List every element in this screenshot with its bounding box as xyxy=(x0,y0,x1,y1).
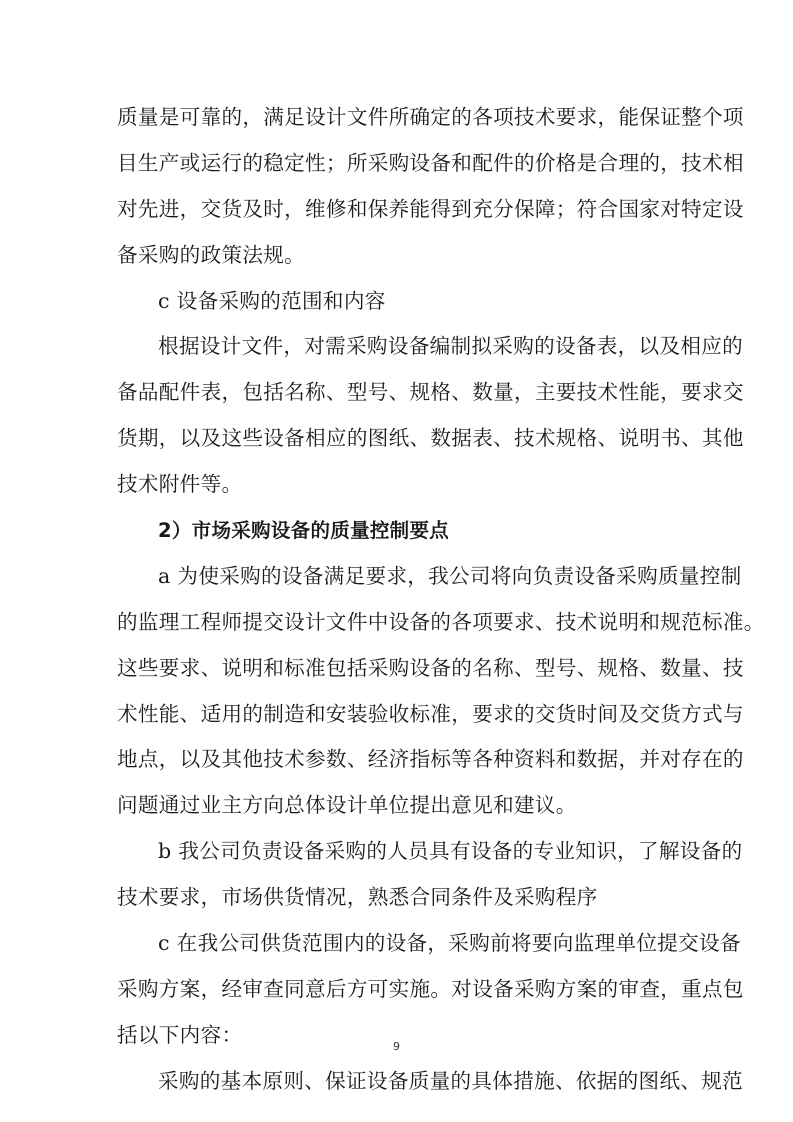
page-number: 9 xyxy=(393,1040,400,1053)
paragraph-line: 对先进，交货及时，维修和保养能得到充分保障；符合国家对特定设 xyxy=(117,196,744,221)
paragraph-line: 根据设计文件，对需采购设备编制拟采购的设备表，以及相应的 xyxy=(158,334,744,359)
paragraph-line: c 在我公司供货范围内的设备，采购前将要向监理单位提交设备 xyxy=(158,931,741,956)
body-text xyxy=(117,95,765,1105)
paragraph-line: 备采购的政策法规。 xyxy=(117,242,306,267)
paragraph-line: 技术附件等。 xyxy=(117,472,243,497)
paragraph-line: 问题通过业主方向总体设计单位提出意见和建议。 xyxy=(117,793,577,818)
paragraph-line: 目生产或运行的稳定性；所采购设备和配件的价格是合理的，技术相 xyxy=(117,150,744,175)
paragraph-line: 质量是可靠的，满足设计文件所确定的各项技术要求，能保证整个项 xyxy=(117,105,744,129)
paragraph-line: 货期，以及这些设备相应的图纸、数据表、技术规格、说明书、其他 xyxy=(117,426,744,451)
paragraph-line: 采购的基本原则、保证设备质量的具体措施、依据的图纸、规范 xyxy=(158,1068,744,1093)
paragraph-line: 这些要求、说明和标准包括采购设备的名称、型号、规格、数量、技 xyxy=(117,655,744,680)
section-heading: 2）市场采购设备的质量控制要点 xyxy=(158,519,450,543)
paragraph-line: 采购方案，经审查同意后方可实施。对设备采购方案的审查，重点包 xyxy=(117,976,744,1001)
paragraph-line: 的监理工程师提交设计文件中设备的各项要求、技术说明和规范标准。 xyxy=(117,609,765,634)
paragraph-line: a 为使采购的设备满足要求，我公司将向负责设备采购质量控制 xyxy=(158,563,742,588)
subsection-title: c 设备采购的范围和内容 xyxy=(158,288,386,313)
paragraph-line: 备品配件表，包括名称、型号、规格、数量，主要技术性能，要求交 xyxy=(117,380,744,405)
paragraph-line: 术性能、适用的制造和安装验收标准，要求的交货时间及交货方式与 xyxy=(117,701,744,726)
paragraph-line: 技术要求，市场供货情况，熟悉合同条件及采购程序 xyxy=(117,885,598,910)
paragraph-line: 括以下内容： xyxy=(117,1022,243,1047)
paragraph-line: 地点，以及其他技术参数、经济指标等各种资料和数据，并对存在的 xyxy=(117,747,744,772)
paragraph-line: b 我公司负责设备采购的人员具有设备的专业知识，了解设备的 xyxy=(158,839,743,864)
